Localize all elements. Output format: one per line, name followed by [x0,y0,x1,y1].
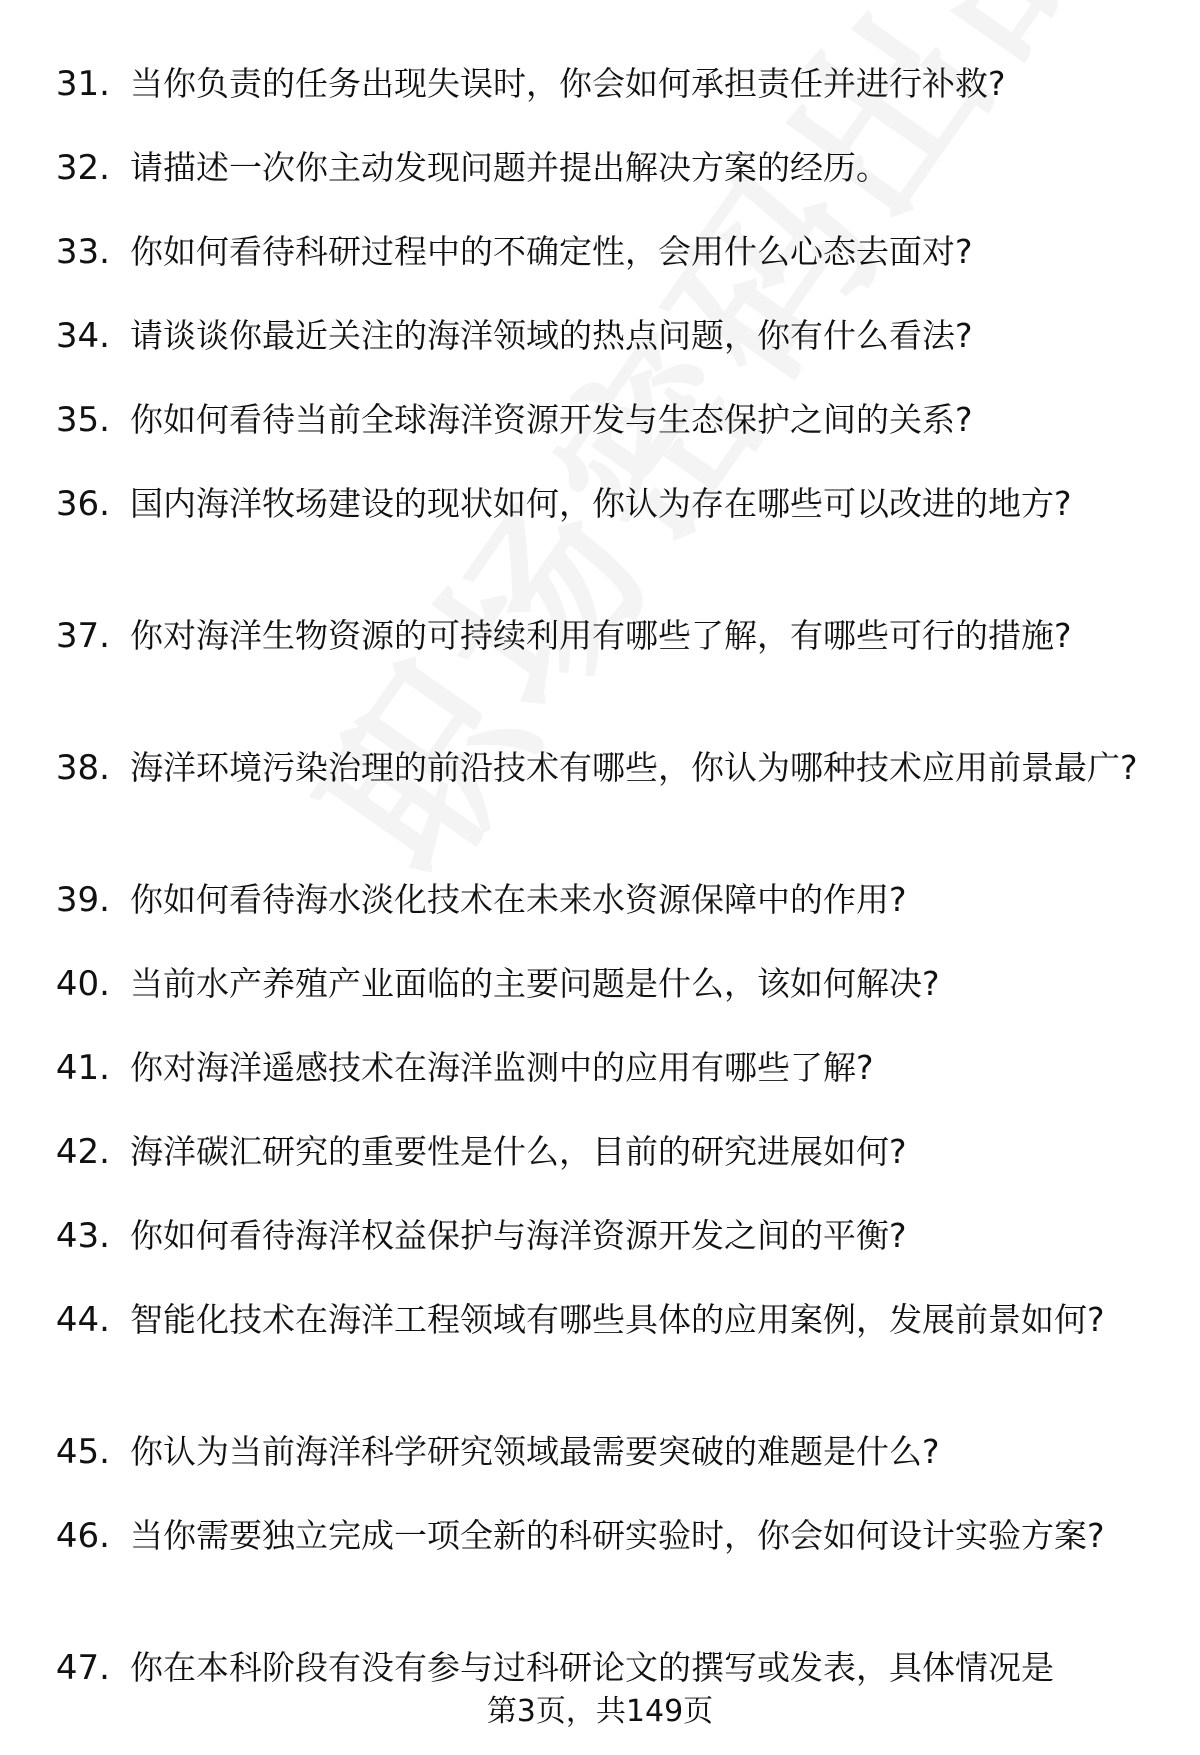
question-number: 37. [55,616,110,656]
question-text: 请描述一次你主动发现问题并提出解决方案的经历。 [130,148,889,187]
question-text: 你如何看待科研过程中的不确定性，会用什么心态去面对? [130,232,973,271]
question-text: 当你需要独立完成一项全新的科研实验时，你会如何设计实验方案? [130,1516,1105,1555]
question-number: 39. [55,880,110,920]
question-text: 你如何看待当前全球海洋资源开发与生态保护之间的关系? [130,400,973,439]
question-number: 43. [55,1216,110,1256]
question-text: 国内海洋牧场建设的现状如何，你认为存在哪些可以改进的地方? [130,484,1072,523]
question-item [0,228,1200,276]
question-number: 45. [55,1432,110,1472]
question-item [0,1128,1200,1176]
question-number: 38. [55,748,110,788]
question-text: 你如何看待海水淡化技术在未来水资源保障中的作用? [130,880,907,919]
question-item [0,960,1200,1008]
question-text: 你认为当前海洋科学研究领域最需要突破的难题是什么? [130,1432,940,1471]
question-text: 当前水产养殖产业面临的主要问题是什么，该如何解决? [130,964,940,1003]
question-number: 36. [55,484,110,524]
question-text: 你对海洋生物资源的可持续利用有哪些了解，有哪些可行的措施? [130,616,1072,655]
question-number: 33. [55,232,110,272]
question-item [0,1512,1200,1560]
question-number: 46. [55,1516,110,1556]
question-item [0,1296,1200,1344]
question-item [0,396,1200,444]
question-item [0,1644,1200,1692]
question-item [0,1212,1200,1260]
question-number: 40. [55,964,110,1004]
question-item [0,744,1200,792]
question-text: 你如何看待海洋权益保护与海洋资源开发之间的平衡? [130,1216,907,1255]
question-number: 44. [55,1300,110,1340]
question-item [0,312,1200,360]
question-item [0,1428,1200,1476]
question-number: 47. [55,1648,110,1688]
question-item [0,612,1200,660]
question-number: 41. [55,1048,110,1088]
question-text: 你对海洋遥感技术在海洋监测中的应用有哪些了解? [130,1048,874,1087]
question-text: 海洋碳汇研究的重要性是什么，目前的研究进展如何? [130,1132,907,1171]
question-text: 你在本科阶段有没有参与过科研论文的撰写或发表，具体情况是 [130,1648,1054,1687]
question-text: 请谈谈你最近关注的海洋领域的热点问题，你有什么看法? [130,316,973,355]
page-footer: 第3页，共149页 [486,1694,714,1729]
question-item [0,144,1200,192]
question-number: 31. [55,64,110,104]
question-text: 智能化技术在海洋工程领域有哪些具体的应用案例，发展前景如何? [130,1300,1105,1339]
question-number: 35. [55,400,110,440]
question-item [0,876,1200,924]
question-number: 42. [55,1132,110,1172]
question-text: 海洋环境污染治理的前沿技术有哪些，你认为哪种技术应用前景最广? [130,748,1138,787]
question-text: 当你负责的任务出现失误时，你会如何承担责任并进行补救? [130,64,1006,103]
question-item [0,1044,1200,1092]
question-item [0,60,1200,108]
question-number: 32. [55,148,110,188]
question-number: 34. [55,316,110,356]
question-item [0,480,1200,528]
